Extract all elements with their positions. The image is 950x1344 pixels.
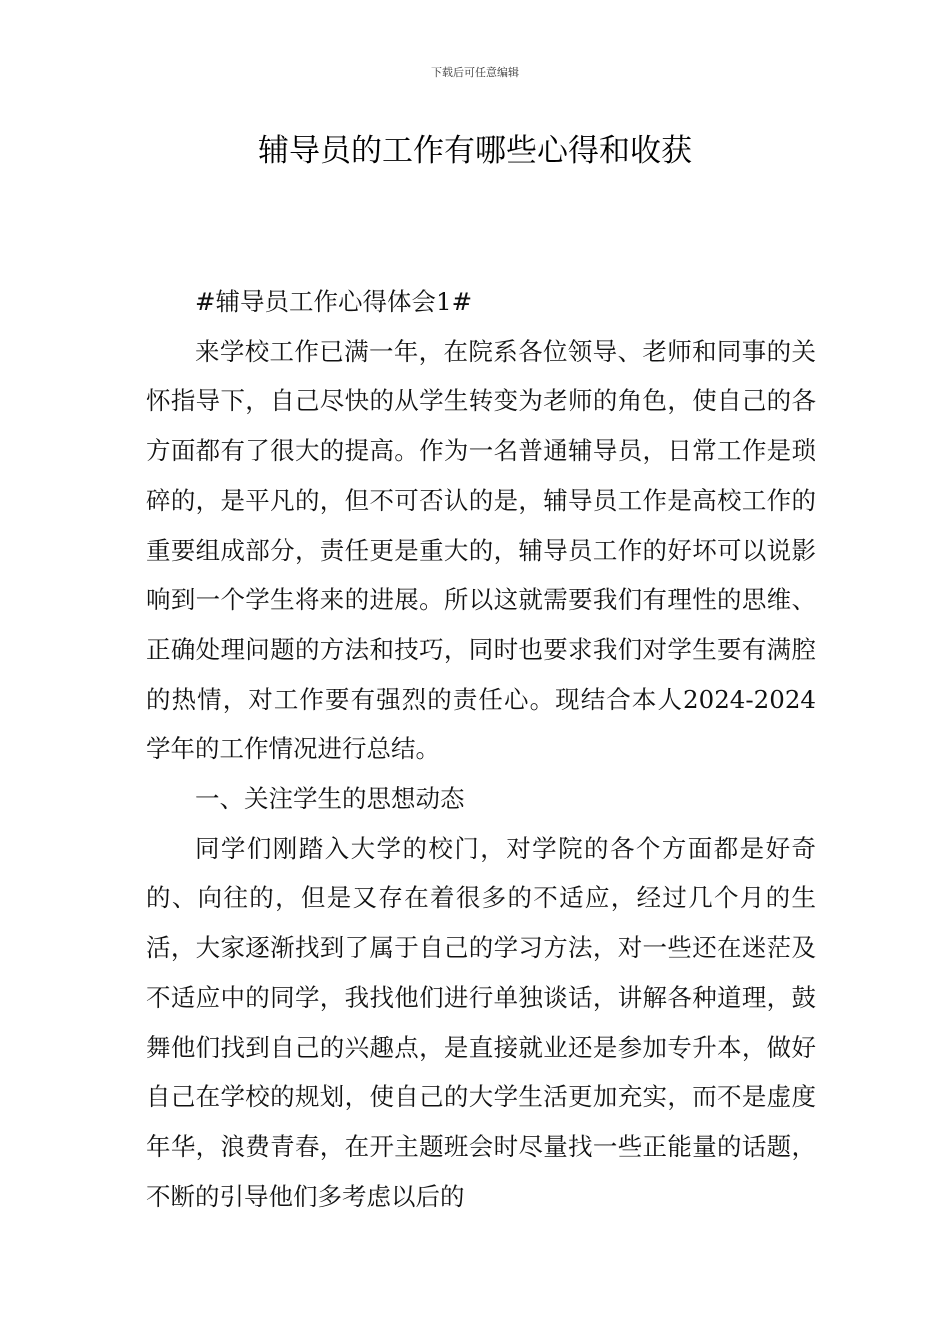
section-heading: #辅导员工作心得体会1# [195, 287, 473, 316]
header-note: 下载后可任意编辑 [431, 66, 519, 79]
body-paragraph: 来学校工作已满一年，在院系各位领导、老师和同事的关怀指导下，自己尽快的从学生转变为老师的角色，使自己的各方面都有了很大的提高。作为一名普通辅导员，日常工作是琐碎的，是平凡的，但不可否认的是，辅导员工作是高校工作的重要组成部分，责任更是重大的，辅导员工作的好坏可以说影响到一个学生将来的进展。所以这就需要我们有理性的思维、正确处理问题的方法和技巧，同时也要求我们对学生要有满腔的热情，对工作要有强烈的责任心。现结合本人2024-2024学年的工作情况进行总结。 [146, 336, 816, 764]
document-title: 辅导员的工作有哪些心得和收获 [258, 133, 692, 169]
section-heading: 一、关注学生的思想动态 [195, 784, 465, 814]
body-paragraph: 同学们刚踏入大学的校门，对学院的各个方面都是好奇的、向往的，但是又存在着很多的不适应，经过几个月的生活，大家逐渐找到了属于自己的学习方法，对一些还在迷茫及不适应中的同学，我找他们进行单独谈话，讲解各种道理，鼓舞他们找到自己的兴趣点，是直接就业还是参加专升本，做好自己在学校的规划，使自己的大学生活更加充实，而不是虚度年华，浪费青春，在开主题班会时尽量找一些正能量的话题，不断的引导他们多考虑以后的 [146, 833, 816, 1211]
document-body [146, 277, 816, 1221]
